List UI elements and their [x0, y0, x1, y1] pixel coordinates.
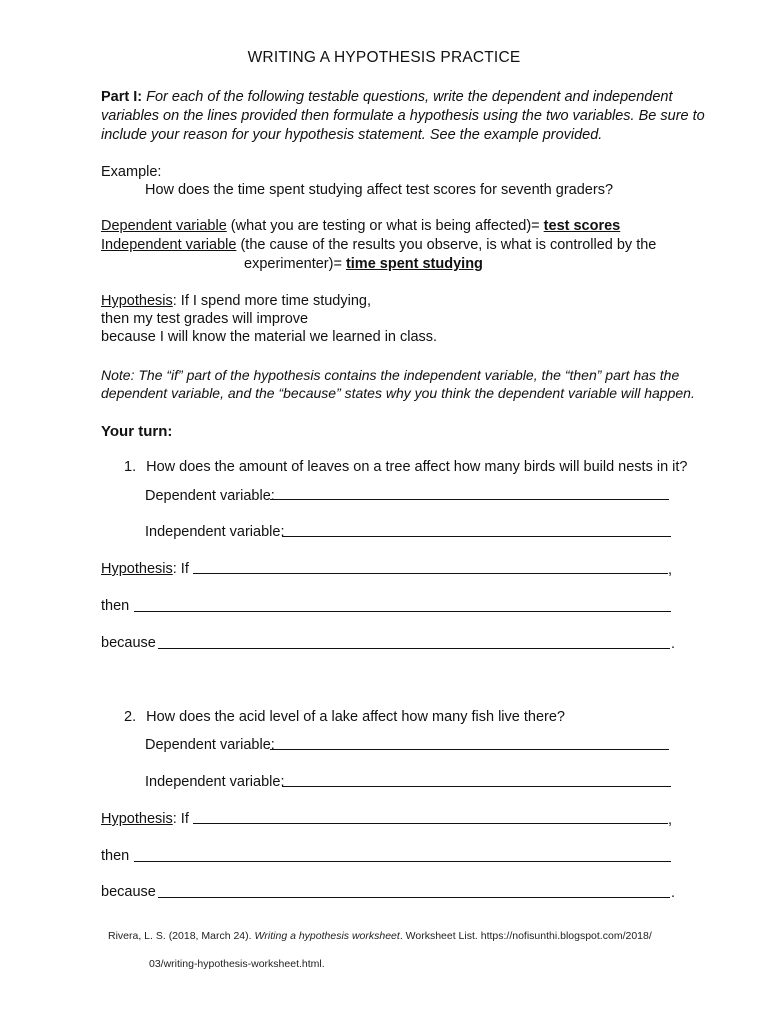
- q1-then-label: then: [101, 598, 130, 614]
- part1-instructions-3: include your reason for your hypothesis statement. See the example provided.: [101, 127, 603, 143]
- independent-variable-answer: time spent studying: [345, 256, 483, 272]
- q1-dependent-answer-line[interactable]: [270, 499, 669, 500]
- q2-independent-answer-line[interactable]: [282, 786, 671, 787]
- q2-dependent-label: Dependent variable:: [145, 737, 275, 753]
- q1-hypothesis-label: [101, 560, 189, 579]
- citation-rest: . Worksheet List. https://nofisunthi.blogspot.com/2018/: [399, 930, 652, 942]
- q2-dependent-answer-line[interactable]: [270, 749, 669, 750]
- example-label: Example:: [101, 164, 162, 180]
- independent-variable-desc2: experimenter)=: [244, 256, 346, 272]
- q2-hypothesis-label: [101, 810, 189, 829]
- question-1: [124, 458, 687, 477]
- example-question: How does the time spent studying affect test scores for seventh graders?: [145, 182, 614, 198]
- q2-because-answer-line[interactable]: [158, 897, 670, 898]
- question-2: [124, 708, 565, 727]
- q1-if-comma: ,: [668, 562, 673, 578]
- q2-then-label: then: [101, 848, 130, 864]
- q2-if-answer-line[interactable]: [193, 823, 668, 824]
- part1-label: Part I:: [101, 89, 143, 105]
- q1-then-answer-line[interactable]: [134, 611, 671, 612]
- q2-independent-label: Independent variable:: [145, 774, 285, 790]
- citation-work: Writing a hypothesis worksheet: [254, 930, 400, 942]
- q2-because-label: because: [101, 884, 156, 900]
- q2-if-comma: ,: [668, 812, 673, 828]
- q2-then-answer-line[interactable]: [134, 861, 671, 862]
- part1-line1: [101, 88, 673, 107]
- dependent-variable-answer: test scores: [543, 218, 621, 234]
- q1-dependent-label: Dependent variable:: [145, 488, 275, 504]
- q1-if-label: : If: [172, 561, 189, 577]
- example-hypothesis-because: because I will know the material we learned in class.: [101, 329, 438, 345]
- citation-line1: [108, 930, 652, 942]
- dependent-variable-desc: (what you are testing or what is being affected)=: [226, 218, 544, 234]
- question-2-number: 2.: [124, 709, 137, 725]
- part1-instructions-1: For each of the following testable questions, write the dependent and independent: [146, 89, 673, 105]
- citation-line2: 03/writing-hypothesis-worksheet.html.: [149, 958, 325, 970]
- q2-because-period: .: [671, 885, 676, 901]
- dependent-variable-term: Dependent variable: [101, 218, 227, 234]
- question-1-text: How does the amount of leaves on a tree affect how many birds will build nests in it?: [146, 459, 688, 475]
- page-title: WRITING A HYPOTHESIS PRACTICE: [247, 49, 521, 66]
- citation-author: Rivera, L. S. (2018, March 24).: [108, 930, 255, 942]
- note-line1: Note: The “if” part of the hypothesis contains the independent variable, the “then” part has the: [101, 367, 680, 383]
- question-2-text: How does the acid level of a lake affect how many fish live there?: [146, 709, 565, 725]
- example-independent-line2: [244, 255, 483, 274]
- part1-instructions-2: variables on the lines provided then formulate a hypothesis using the two variables. Be sure to: [101, 108, 705, 124]
- example-hypothesis-then: then my test grades will improve: [101, 311, 309, 327]
- q1-because-period: .: [671, 636, 676, 652]
- your-turn-heading: Your turn:: [101, 423, 173, 440]
- q1-hypothesis-term: Hypothesis: [101, 561, 173, 577]
- q2-hypothesis-term: Hypothesis: [101, 811, 173, 827]
- independent-variable-desc: (the cause of the results you observe, is what is controlled by the: [236, 237, 657, 253]
- question-1-number: 1.: [124, 459, 137, 475]
- example-independent-line: [101, 236, 656, 255]
- note-line2: dependent variable, and the “because” states why you think the dependent variable will happen.: [101, 385, 695, 401]
- q2-if-label: : If: [172, 811, 189, 827]
- q1-independent-label: Independent variable:: [145, 524, 285, 540]
- hypothesis-term: Hypothesis: [101, 293, 173, 309]
- q1-because-label: because: [101, 635, 156, 651]
- q1-independent-answer-line[interactable]: [282, 536, 671, 537]
- example-hypothesis-line1: [101, 292, 371, 311]
- q1-because-answer-line[interactable]: [158, 648, 670, 649]
- q1-if-answer-line[interactable]: [193, 573, 668, 574]
- hypothesis-if: : If I spend more time studying,: [172, 293, 371, 309]
- example-dependent-line: [101, 217, 620, 236]
- independent-variable-term: Independent variable: [101, 237, 237, 253]
